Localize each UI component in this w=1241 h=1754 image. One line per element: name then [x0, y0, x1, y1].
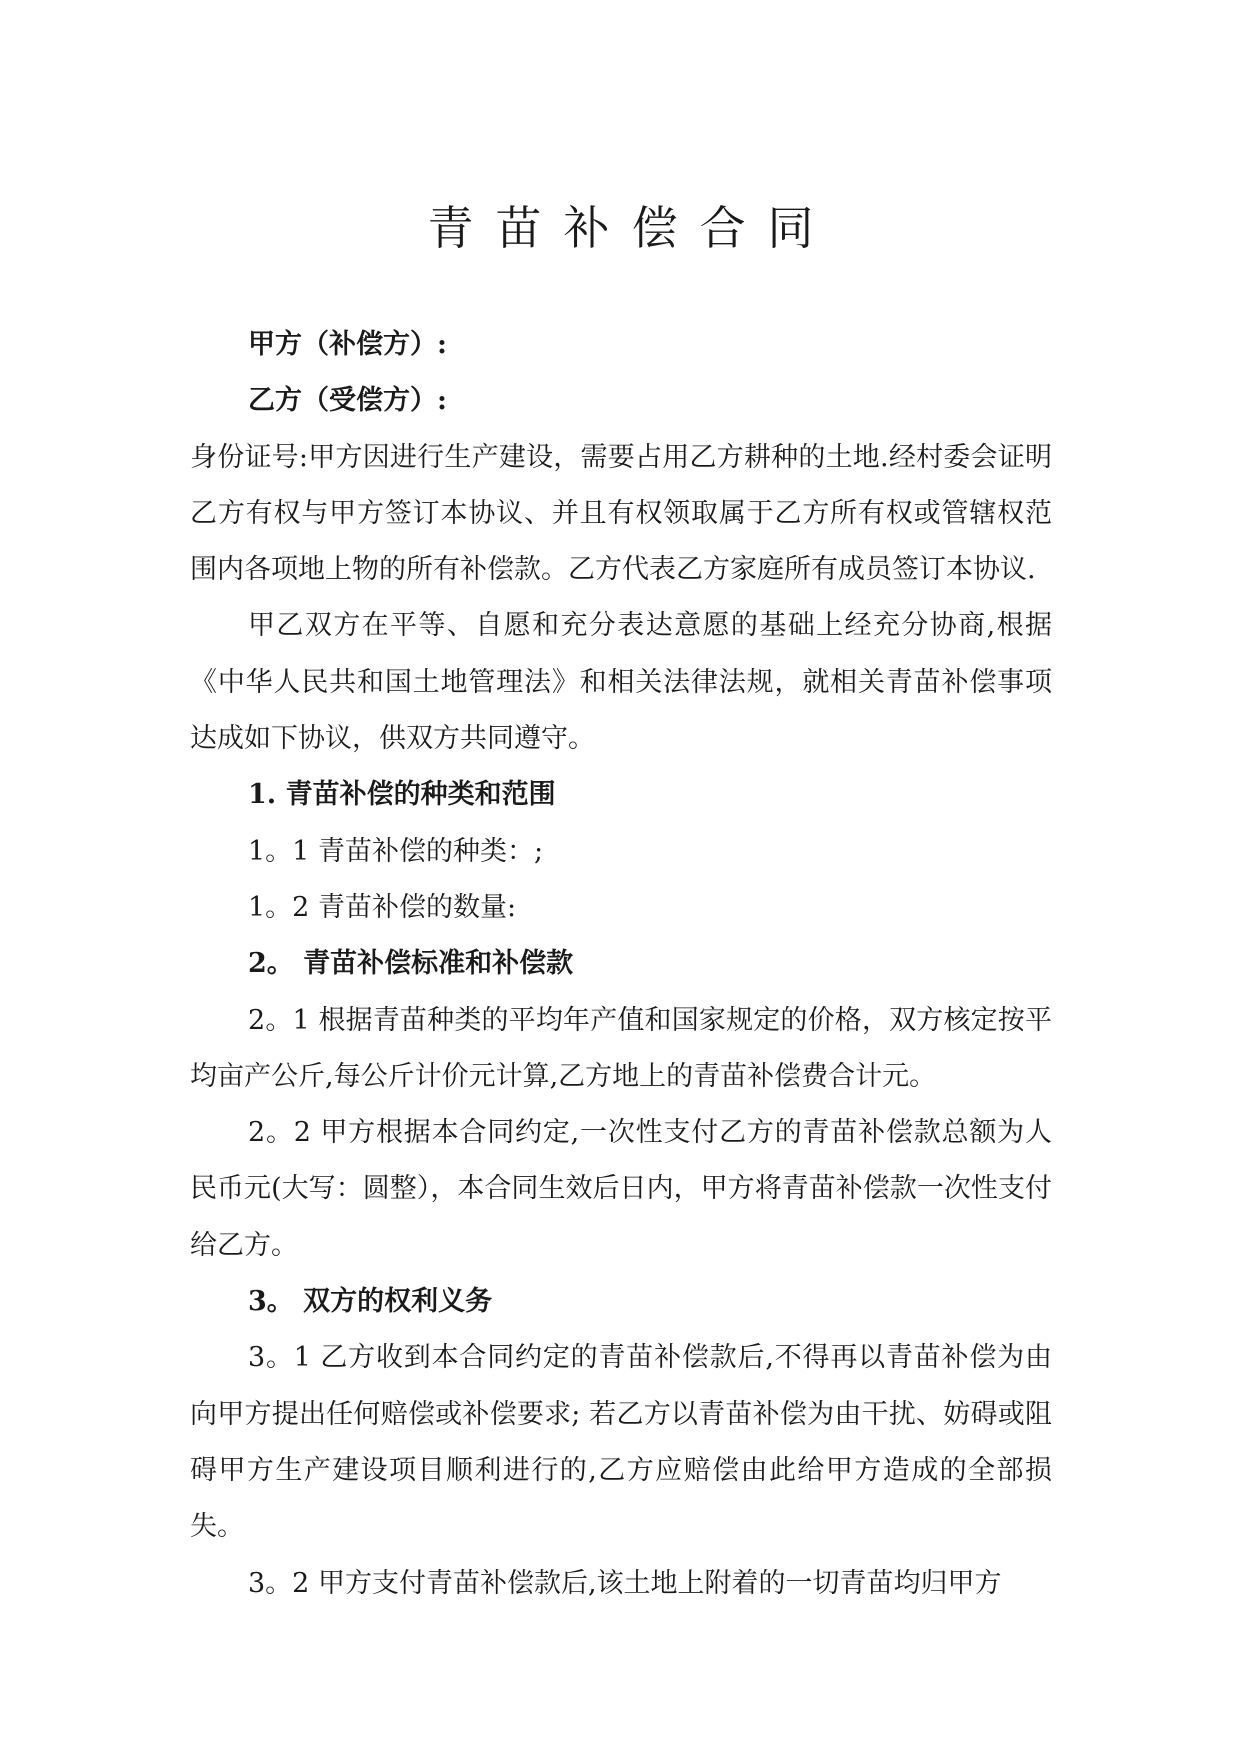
party-b-label: 乙方（受偿方）: [248, 385, 447, 417]
clause-2-2: 2。2 甲方根据本合同约定,一次性支付乙方的青苗补偿款总额为人民币元(大写：圆整），本合同生效后日内，甲方将青苗补偿款一次性支付给乙方。 [190, 1117, 1052, 1261]
section-3-heading: 3。 双方的权利义务 [248, 1286, 493, 1318]
party-a-label: 甲方（补偿方）: [248, 329, 447, 360]
document-title: 青苗补偿合同 [427, 201, 836, 255]
clause-3-2: 3。2 甲方支付青苗补偿款后,该土地上附着的一切青苗均归甲方 [248, 1567, 1002, 1599]
document-body [190, 317, 1052, 1612]
paragraph-agreement-basis: 甲乙双方在平等、自愿和充分表达意愿的基础上经充分协商,根据《中华人民共和国土地管理法》和相关法律法规，就相关青苗补偿事项达成如下协议，供双方共同遵守。 [190, 610, 1052, 755]
clause-3-1: 3。1 乙方收到本合同约定的青苗补偿款后,不得再以青苗补偿为由向甲方提出任何赔偿或补偿要求; 若乙方以青苗补偿为由干扰、妨碍或阻碍甲方生产建设项目顺利进行的,乙方应赔偿由此给甲方造成的全部损失。 [190, 1342, 1052, 1543]
clause-1-2: 1。2 青苗补偿的数量: [248, 891, 517, 923]
section-2-heading: 2。 青苗补偿标准和补偿款 [248, 948, 574, 980]
section-1-heading: 1. 青苗补偿的种类和范围 [248, 779, 556, 811]
clause-1-1: 1。1 青苗补偿的种类：; [248, 835, 544, 867]
paragraph-id-and-authority: 身份证号:甲方因进行生产建设，需要占用乙方耕种的土地.经村委会证明乙方有权与甲方签订本协议、并且有权领取属于乙方所有权或管辖权范围内各项地上物的所有补偿款。乙方代表乙方家庭所有成员签订本协议. [190, 441, 1052, 586]
clause-2-1: 2。1 根据青苗种类的平均年产值和国家规定的价格，双方核定按平均亩产公斤,每公斤计价元计算,乙方地上的青苗补偿费合计元。 [190, 1004, 1052, 1092]
